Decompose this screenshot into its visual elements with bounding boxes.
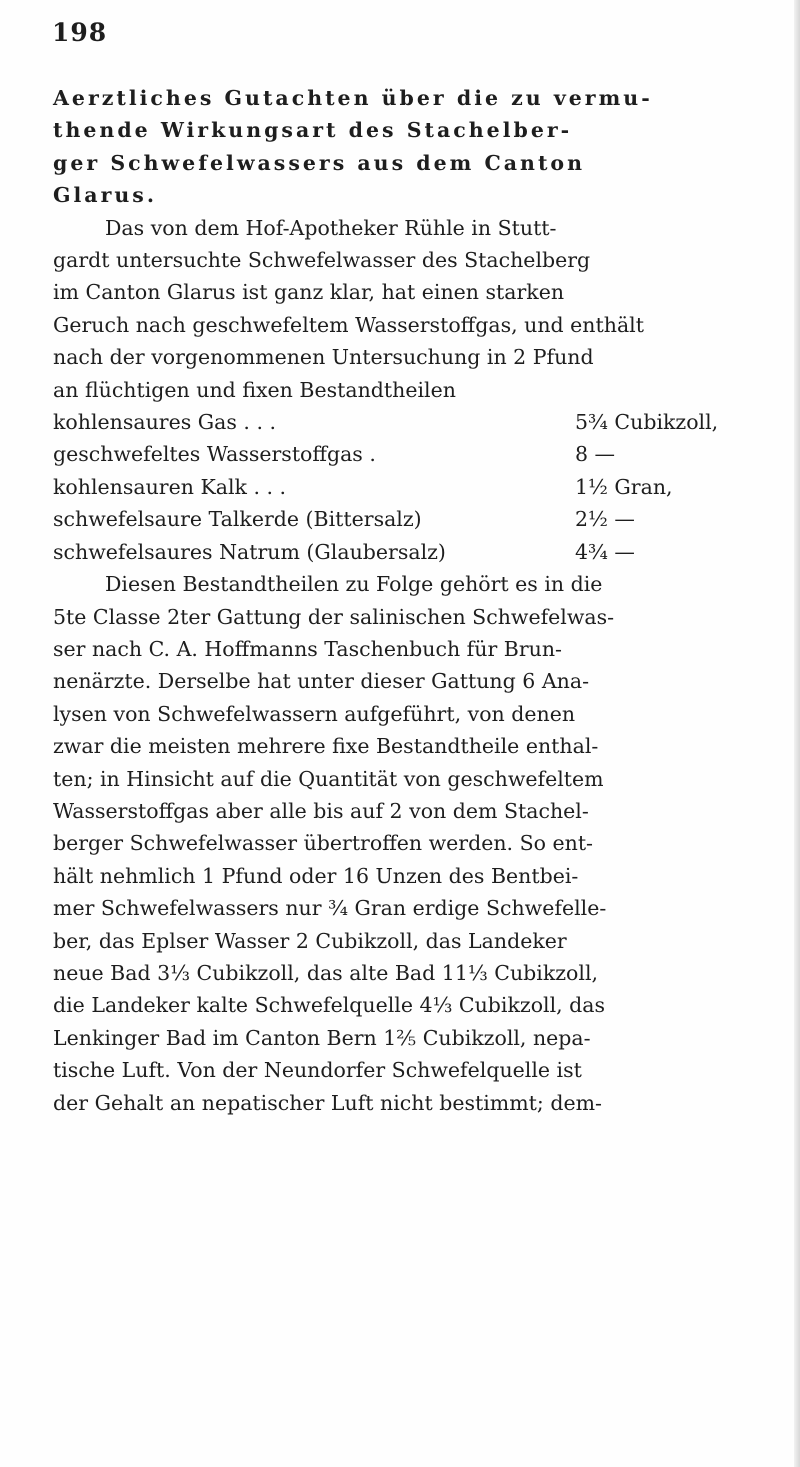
ingredient-row: [53, 536, 777, 568]
body-line: Diesen Bestandtheilen zu Folge gehört es in die: [105, 572, 603, 597]
intro-line: Das von dem Hof-Apotheker Rühle in Stutt-: [105, 215, 557, 240]
body-line: zwar die meisten mehrere fixe Bestandtheile enthal-: [53, 734, 599, 759]
body-line: nenärzte. Derselbe hat unter dieser Gattung 6 Ana-: [53, 669, 589, 694]
ingredient-row: [53, 438, 777, 470]
ingredient-name: kohlensauren Kalk . . .: [53, 474, 287, 499]
body-line: hält nehmlich 1 Pfund oder 16 Unzen des Bentbei-: [53, 863, 579, 888]
body-line: ten; in Hinsicht auf die Quantität von geschwefeltem: [53, 766, 604, 791]
heading-line: thende Wirkungsart des Stachelber-: [53, 118, 573, 143]
body-line: tische Luft. Von der Neundorfer Schwefelquelle ist: [53, 1058, 582, 1083]
ingredient-name: kohlensaures Gas . . .: [53, 410, 276, 435]
heading-line: Glarus.: [53, 183, 157, 208]
ingredient-amount: 5¾ Cubikzoll,: [575, 410, 719, 435]
ingredient-row: [53, 406, 777, 438]
ingredient-amount: 2½ —: [575, 507, 635, 532]
page-number: 198: [52, 18, 108, 47]
ingredient-amount: 8 —: [575, 442, 616, 467]
heading-line: Aerztliches Gutachten über die zu vermu-: [53, 86, 653, 110]
body-line: ber, das Eplser Wasser 2 Cubikzoll, das Landeker: [53, 928, 567, 953]
body-line: ser nach C. A. Hoffmanns Taschenbuch für Brun-: [53, 636, 562, 661]
body-line: neue Bad 3⅓ Cubikzoll, das alte Bad 11⅓ Cubikzoll,: [53, 960, 599, 985]
ingredient-name: schwefelsaure Talkerde (Bittersalz): [53, 507, 422, 532]
body-line: Wasserstoffgas aber alle bis auf 2 von dem Stachel-: [53, 798, 589, 823]
page-edge-shadow: [794, 0, 800, 1467]
intro-line: an flüchtigen und fixen Bestandtheilen: [53, 377, 456, 402]
ingredient-amount: 1½ Gran,: [575, 474, 673, 499]
heading-line: ger Schwefelwassers aus dem Canton: [53, 150, 585, 175]
body-line: 5te Classe 2ter Gattung der salinischen Schwefelwas-: [53, 604, 615, 629]
body-line: Lenkinger Bad im Canton Bern 1⅖ Cubikzoll, nepa-: [53, 1025, 591, 1050]
body-line: der Gehalt an nepatischer Luft nicht bestimmt; dem-: [53, 1090, 602, 1115]
intro-line: im Canton Glarus ist ganz klar, hat einen starken: [53, 280, 565, 305]
intro-line: Geruch nach geschwefeltem Wasserstoffgas, und enthält: [53, 312, 644, 337]
intro-line: gardt untersuchte Schwefelwasser des Stachelberg: [53, 248, 591, 273]
ingredient-name: geschwefeltes Wasserstoffgas .: [53, 442, 376, 467]
body-line: die Landeker kalte Schwefelquelle 4⅓ Cubikzoll, das: [53, 993, 606, 1018]
ingredient-row: [53, 471, 777, 503]
body-line: lysen von Schwefelwassern aufgeführt, von denen: [53, 701, 576, 726]
intro-line: nach der vorgenommenen Untersuchung in 2 Pfund: [53, 345, 594, 370]
body-line: berger Schwefelwasser übertroffen werden. So ent-: [53, 831, 593, 856]
ingredient-name: schwefelsaures Natrum (Glaubersalz): [53, 539, 446, 564]
body-line: mer Schwefelwassers nur ¾ Gran erdige Schwefelle-: [53, 896, 607, 921]
page-text: [53, 82, 777, 1119]
ingredient-amount: 4¾ —: [575, 539, 635, 564]
ingredient-row: [53, 503, 777, 535]
